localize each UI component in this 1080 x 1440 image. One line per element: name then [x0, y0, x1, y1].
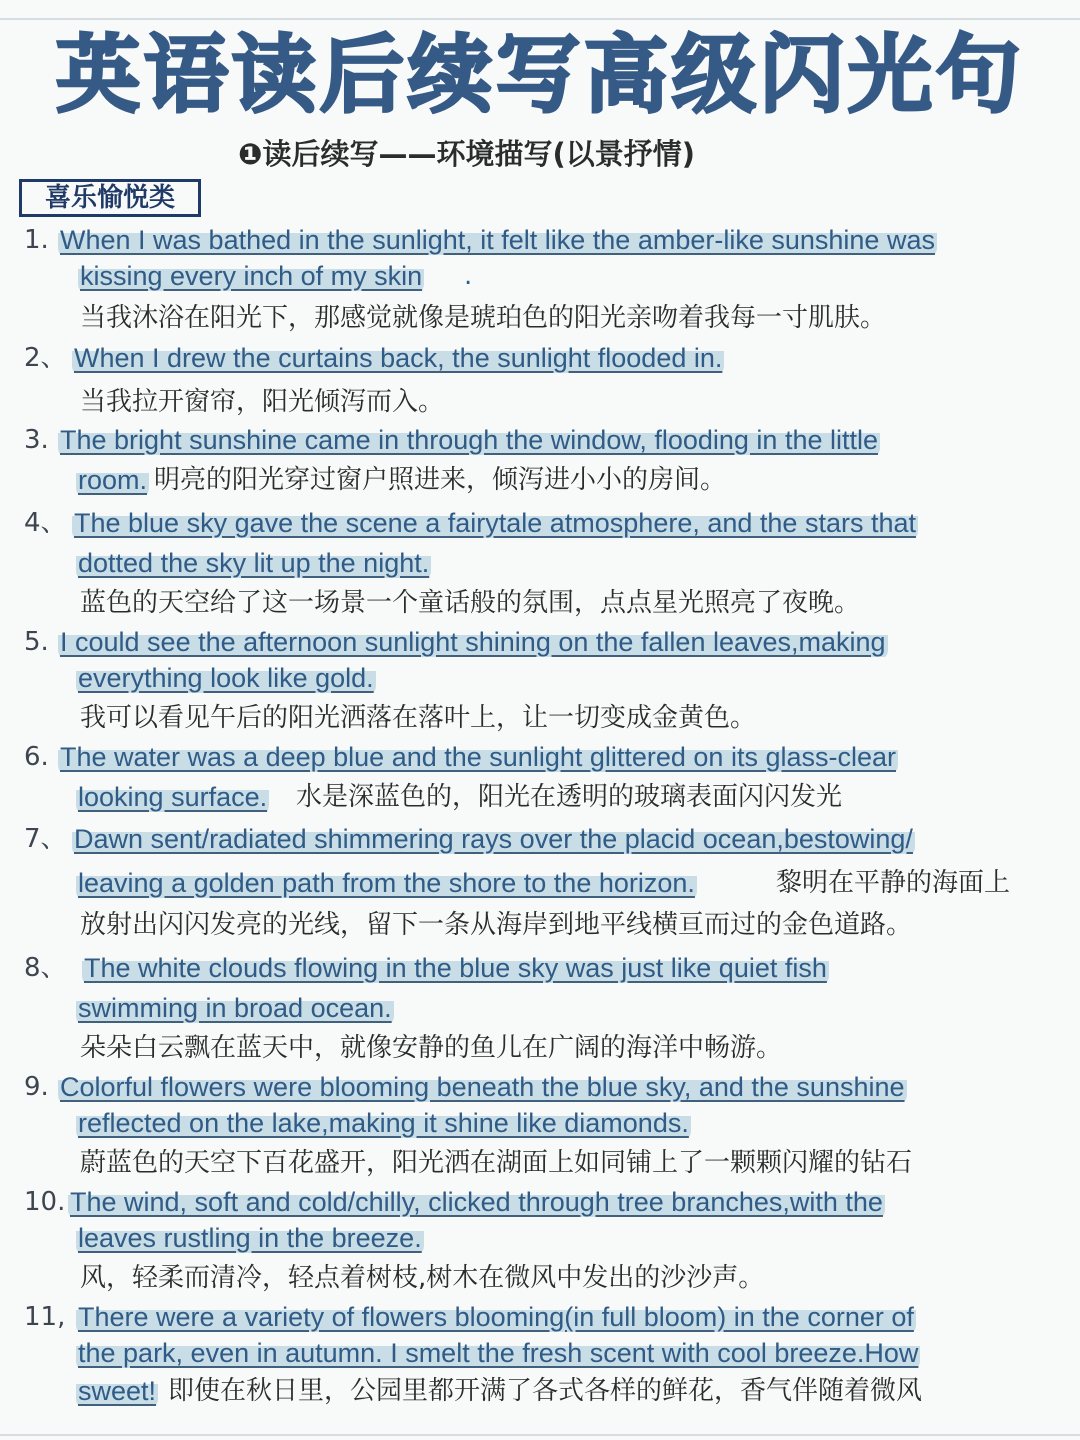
english-sentence-line: When I drew the curtains back, the sunlight flooded in. [72, 340, 724, 376]
english-sentence-line [78, 258, 424, 294]
item-number: 5. [24, 627, 49, 657]
item-number: 2、 [24, 343, 67, 373]
english-sentence-line: The blue sky gave the scene a fairytale atmosphere, and the stars that [72, 505, 918, 541]
chinese-translation: 即使在秋日里，公园里都开满了各式各样的鲜花，香气伴随着微风 [168, 1376, 923, 1406]
english-sentence-line: reflected on the lake,making it shine like diamonds. [76, 1105, 691, 1141]
english-sentence-line: leaving a golden path from the shore to the horizon. [76, 865, 697, 901]
english-sentence-line: I could see the afternoon sunlight shining on the fallen leaves,making [58, 624, 888, 660]
item-number: 6. [24, 742, 49, 772]
item-number: 7、 [24, 824, 67, 854]
chinese-translation: 水是深蓝色的，阳光在透明的玻璃表面闪闪发光 [296, 782, 843, 812]
english-sentence-line: The bright sunshine came in through the window, flooding in the little [58, 422, 880, 458]
item-number: 4、 [24, 508, 67, 538]
period-mark: . [464, 261, 473, 291]
english-sentence-line: looking surface. [76, 779, 269, 815]
chinese-translation: 黎明在平静的海面上 [776, 868, 1011, 898]
english-sentence-line: everything look like gold. [76, 660, 376, 696]
chinese-translation: 朵朵白云飘在蓝天中，就像安静的鱼儿在广阔的海洋中畅游。 [80, 1033, 783, 1063]
english-sentence-line: leaves rustling in the breeze. [76, 1220, 424, 1256]
page-title: 英语读后续写高级闪光句 [55, 26, 1024, 124]
chinese-translation: 我可以看见午后的阳光洒落在落叶上，让一切变成金黄色。 [80, 703, 757, 733]
english-sentence-line: The wind, soft and cold/chilly, clicked through tree branches,with the [68, 1184, 885, 1220]
item-number: 11, [24, 1302, 66, 1332]
chinese-translation: 蓝色的天空给了这一场景一个童话般的氛围，点点星光照亮了夜晚。 [80, 588, 861, 618]
english-sentence-line: Colorful flowers were blooming beneath the blue sky, and the sunshine [58, 1069, 907, 1105]
item-number: 10. [24, 1187, 66, 1217]
chinese-translation: 蔚蓝色的天空下百花盛开，阳光洒在湖面上如同铺上了一颗颗闪耀的钻石 [80, 1148, 913, 1178]
english-sentence-text: kissing every inch of my skin [80, 261, 423, 291]
item-number: 3. [24, 425, 49, 455]
english-sentence-line: There were a variety of flowers blooming(in full bloom) in the corner of [76, 1299, 916, 1335]
section-subtitle: ❶读后续写——环境描写(以景抒情) [238, 137, 696, 171]
english-sentence-line: When I was bathed in the sunlight, it felt like the amber-like sunshine was [58, 222, 937, 258]
item-number: 9. [24, 1072, 49, 1102]
english-sentence-line: dotted the sky lit up the night. [76, 545, 431, 581]
english-sentence-line: the park, even in autumn. I smelt the fresh scent with cool breeze.How [76, 1335, 920, 1371]
chinese-translation: 当我拉开窗帘，阳光倾泻而入。 [80, 387, 445, 417]
chinese-translation: 风，轻柔而清冷，轻点着树枝,树木在微风中发出的沙沙声。 [80, 1263, 765, 1293]
item-number: 8、 [24, 953, 67, 983]
chinese-translation: 当我沐浴在阳光下，那感觉就像是琥珀色的阳光亲吻着我每一寸肌肤。 [80, 303, 887, 333]
english-sentence-line: sweet! [76, 1373, 158, 1409]
bottom-divider [0, 1434, 1080, 1436]
english-sentence-line: The white clouds flowing in the blue sky was just like quiet fish [82, 950, 829, 986]
english-sentence-line: The water was a deep blue and the sunlight glittered on its glass-clear [58, 739, 898, 775]
chinese-translation: 放射出闪闪发亮的光线，留下一条从海岸到地平线横亘而过的金色道路。 [80, 910, 913, 940]
item-number: 1. [24, 225, 49, 255]
english-sentence-line: swimming in broad ocean. [76, 990, 394, 1026]
english-sentence-line: Dawn sent/radiated shimmering rays over the placid ocean,bestowing/ [72, 821, 915, 857]
english-sentence-line: room. [76, 462, 149, 498]
chinese-translation: 明亮的阳光穿过窗户照进来，倾泻进小小的房间。 [154, 465, 727, 495]
category-label: 喜乐愉悦类 [19, 179, 201, 217]
